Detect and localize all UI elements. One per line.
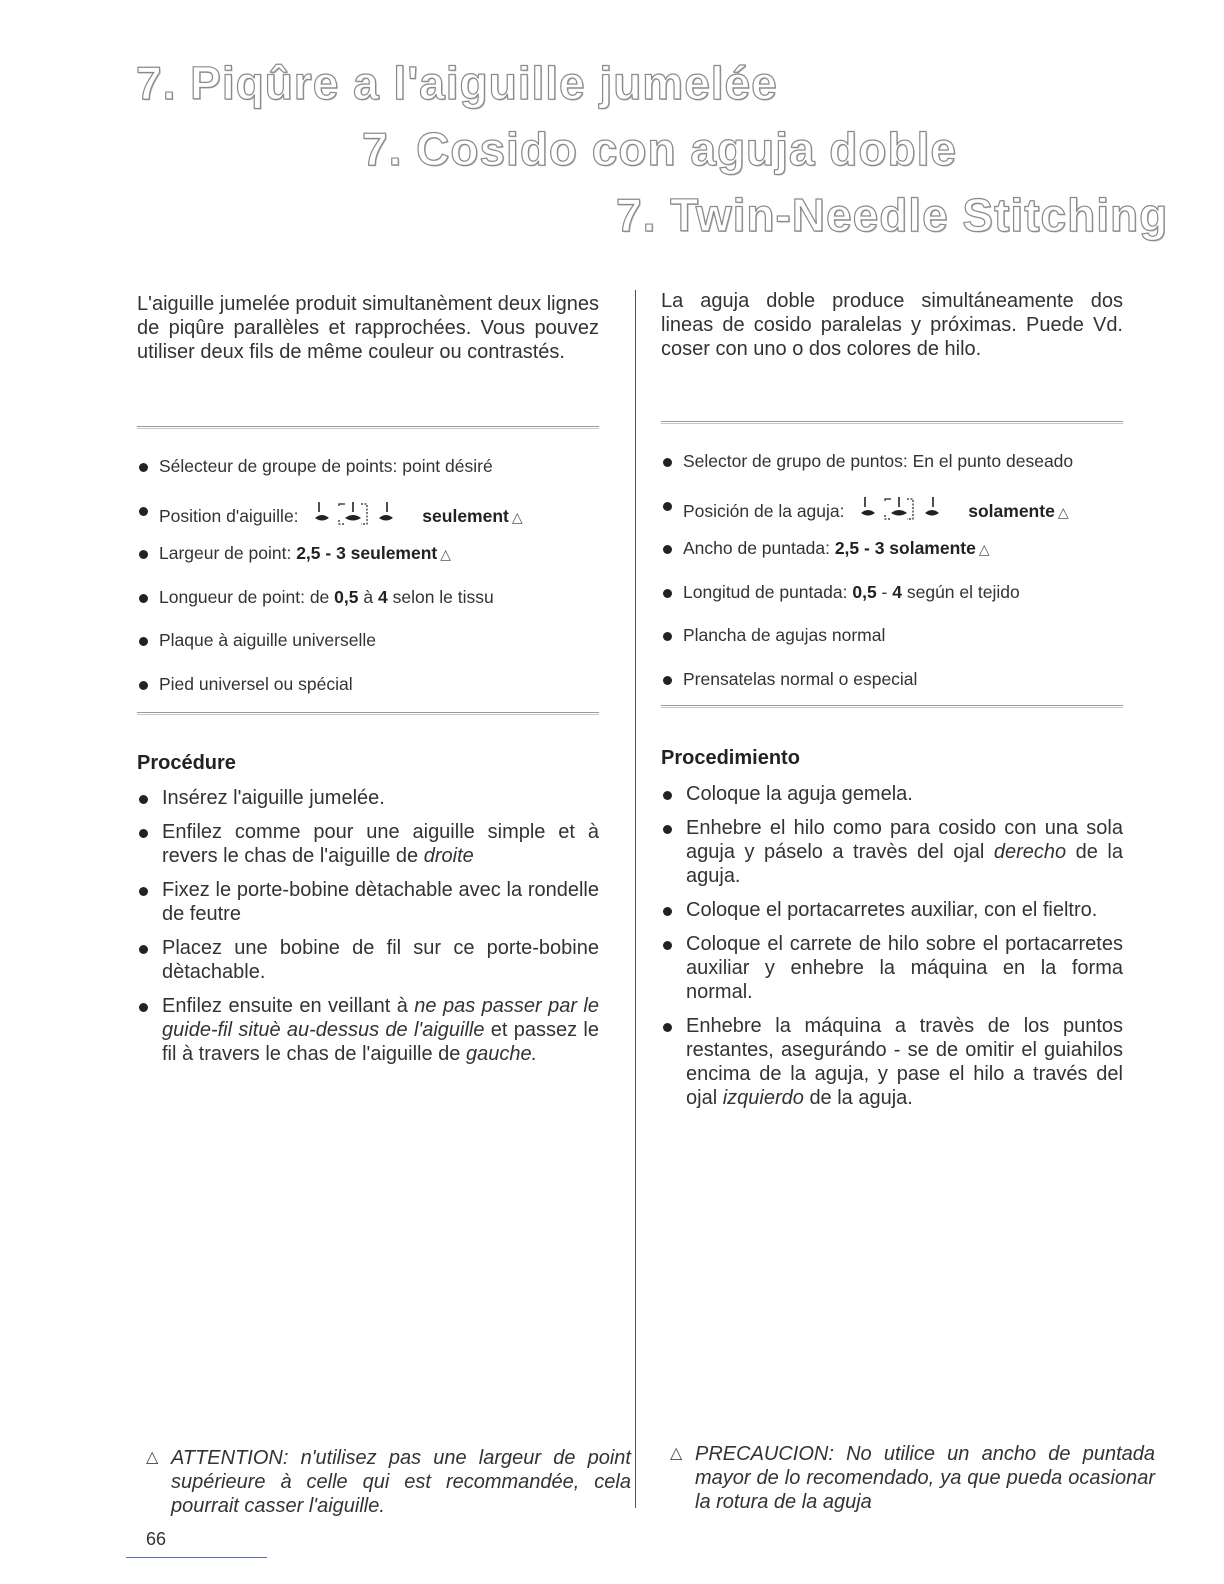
french-caution-note: △ ATTENTION: n'utilisez pas une largeur de point supérieure à celle qui est recommandée, cela pourrait casser l'aiguille. xyxy=(146,1447,631,1517)
page-number: 66 xyxy=(146,1529,167,1549)
french-step-1: Insérez l'aiguille jumelée. xyxy=(137,786,599,810)
french-intro: L'aiguille jumelée produit simultanèment deux lignes de piqûre parallèles et rapprochées. Vous pouvez utiliser deux fils de même couleur ou contrastés. xyxy=(137,293,599,363)
french-steps-list xyxy=(137,786,599,1076)
caution-triangle-icon: △ xyxy=(146,1449,159,1466)
footer-rule xyxy=(126,1557,267,1558)
caution-triangle-icon: △ xyxy=(440,546,452,562)
spanish-caution-note: △ PRECAUCION: No utilice un ancho de puntada mayor de lo recomendado, ya que pueda ocasionar la rotura de la aguja xyxy=(670,1443,1155,1513)
spanish-setting-selector: Selector de grupo de puntos: En el punto deseado xyxy=(661,451,1123,495)
bullet-icon xyxy=(663,502,672,511)
french-setting-needle-position: Position d'aiguille: seulement △ xyxy=(137,500,599,544)
french-setting-needle-plate: Plaque à aiguille universelle xyxy=(137,630,599,674)
french-step-2: Enfilez comme pour une aiguille simple et à revers le chas de l'aiguille de droite xyxy=(137,820,599,868)
bullet-icon xyxy=(139,550,148,559)
bullet-icon xyxy=(139,945,148,954)
french-top-rule xyxy=(137,426,599,429)
spanish-settings-list xyxy=(661,451,1123,712)
french-setting-selector: Sélecteur de groupe de points: point désiré xyxy=(137,456,599,500)
french-step-3: Fixez le porte-bobine dètachable avec la rondelle de feutre xyxy=(137,878,599,926)
bullet-icon xyxy=(663,632,672,641)
bullet-icon xyxy=(139,594,148,603)
bullet-icon xyxy=(139,463,148,472)
french-step-5: Enfilez ensuite en veillant à ne pas passer par le guide-fil situè au-dessus de l'aiguille et passez le fil à travers le chas de l'aiguille de gauche. xyxy=(137,994,599,1066)
french-setting-foot: Pied universel ou spécial xyxy=(137,674,599,718)
spanish-setting-needle-plate: Plancha de agujas normal xyxy=(661,625,1123,669)
bullet-icon xyxy=(663,458,672,467)
bullet-icon xyxy=(139,829,148,838)
title-english: 7. Twin-Needle Stitching xyxy=(616,189,1169,241)
spanish-step-3: Coloque el portacarretes auxiliar, con el fieltro. xyxy=(661,898,1123,922)
bullet-icon xyxy=(139,1003,148,1012)
caution-triangle-icon: △ xyxy=(670,1445,683,1462)
french-step-4: Placez une bobine de fil sur ce porte-bobine dètachable. xyxy=(137,936,599,984)
french-bottom-rule xyxy=(137,712,599,715)
spanish-setting-needle-position: Posición de la aguja: solamente △ xyxy=(661,495,1123,539)
french-procedure-heading: Procédure xyxy=(137,752,236,774)
bullet-icon xyxy=(663,676,672,685)
bullet-icon xyxy=(663,1023,672,1032)
spanish-bottom-rule xyxy=(661,705,1123,708)
bullet-icon xyxy=(663,941,672,950)
bullet-icon xyxy=(663,545,672,554)
spanish-setting-length: Longitud de puntada: 0,5 - 4 según el tejido xyxy=(661,582,1123,626)
bullet-icon xyxy=(663,907,672,916)
french-setting-width: Largeur de point: 2,5 - 3 seulement △ xyxy=(137,543,599,587)
caution-triangle-icon: △ xyxy=(511,508,523,525)
title-french: 7. Piqûre a l'aiguille jumelée xyxy=(136,57,778,109)
bullet-icon xyxy=(139,637,148,646)
bullet-icon xyxy=(663,825,672,834)
bullet-icon xyxy=(139,507,148,516)
needle-position-icons xyxy=(859,495,941,521)
spanish-step-2: Enhebre el hilo como para cosido con una sola aguja y páselo a travès del ojal derecho de la aguja. xyxy=(661,816,1123,888)
bullet-icon xyxy=(139,681,148,690)
spanish-procedure-heading: Procedimiento xyxy=(661,747,800,769)
bullet-icon xyxy=(663,791,672,800)
title-spanish: 7. Cosido con aguja doble xyxy=(362,123,957,175)
bullet-icon xyxy=(139,887,148,896)
bullet-icon xyxy=(663,589,672,598)
spanish-intro: La aguja doble produce simultáneamente dos lineas de cosido paralelas y próximas. Puede Vd. coser con uno o dos colores de hilo. xyxy=(661,290,1123,360)
spanish-step-1: Coloque la aguja gemela. xyxy=(661,782,1123,806)
spanish-steps-list xyxy=(661,782,1123,1120)
spanish-step-4: Coloque el carrete de hilo sobre el portacarretes auxiliar y enhebre la máquina en la forma normal. xyxy=(661,932,1123,1004)
column-divider xyxy=(635,290,636,1508)
caution-triangle-icon: △ xyxy=(1057,503,1069,520)
spanish-top-rule xyxy=(661,421,1123,424)
french-settings-list xyxy=(137,456,599,717)
needle-position-icons xyxy=(313,500,395,526)
spanish-step-5: Enhebre la máquina a travès de los puntos restantes, asegurándo - se de omitir el guiahilos encima de la aguja, y pase el hilo a través del ojal izquierdo de la aguja. xyxy=(661,1014,1123,1110)
spanish-setting-width: Ancho de puntada: 2,5 - 3 solamente △ xyxy=(661,538,1123,582)
french-setting-length: Longueur de point: de 0,5 à 4 selon le tissu xyxy=(137,587,599,631)
spanish-setting-foot: Prensatelas normal o especial xyxy=(661,669,1123,713)
bullet-icon xyxy=(139,795,148,804)
caution-triangle-icon: △ xyxy=(978,541,990,557)
